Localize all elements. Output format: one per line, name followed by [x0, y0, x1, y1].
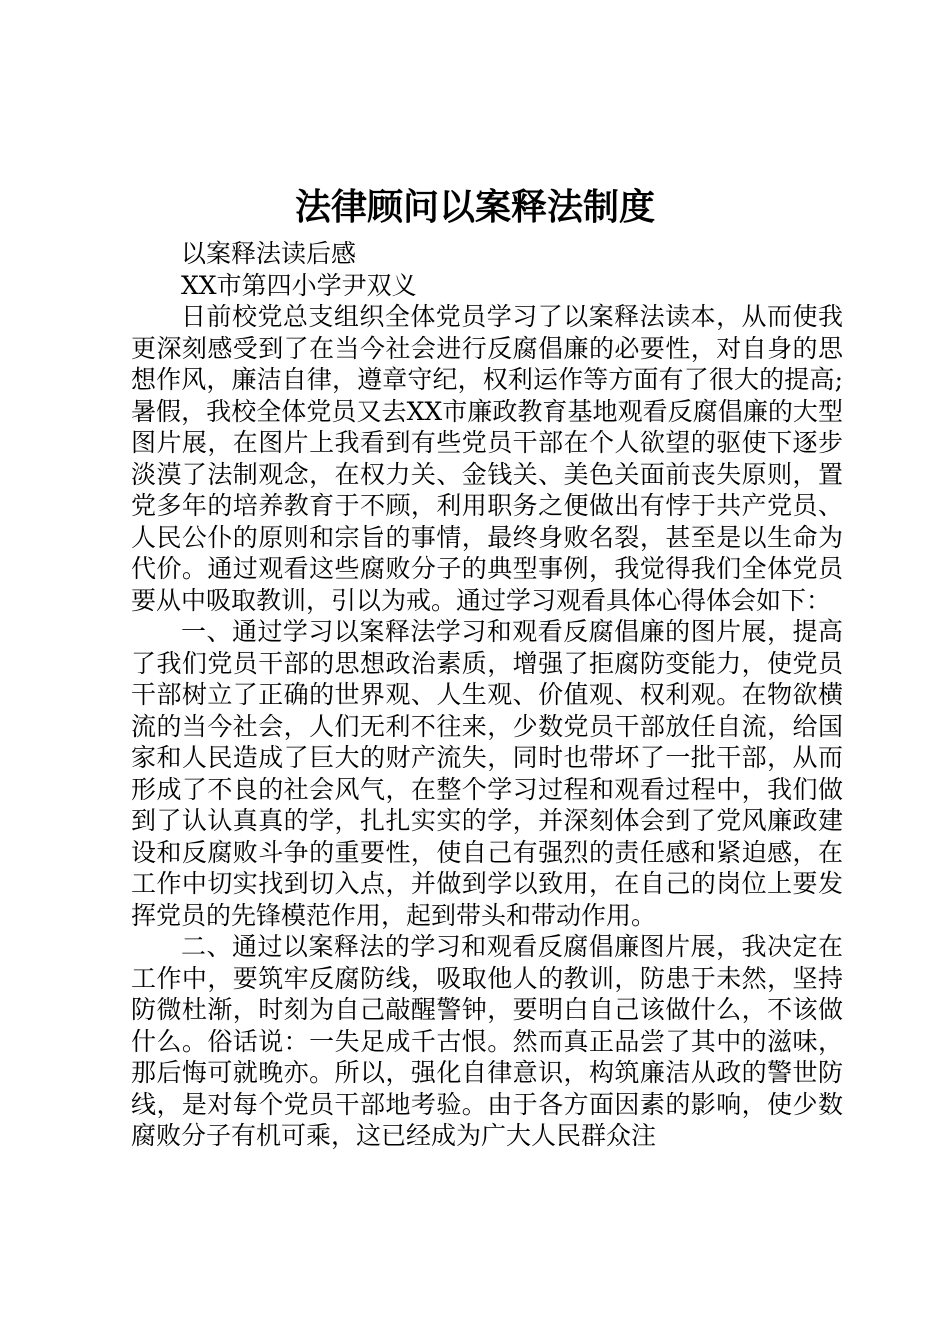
paragraph-3: 二、通过以案释法的学习和观看反腐倡廉图片展，我决定在工作中，要筑牢反腐防线，吸取他人的教训，防患于未然，坚持防微杜渐，时刻为自己敲醒警钟，要明白自己该做什么，不该做什么。俗话说：一失足成千古恨。然而真正品尝了其中的滋味，那后悔可就晚亦。所以，强化自律意识，构筑廉洁从政的警世防线，是对每个党员干部地考验。由于各方面因素的影响，使少数腐败分子有机可乘，这已经成为广大人民群众注 [131, 932, 843, 1150]
document-subtitle: 以案释法读后感 [181, 239, 357, 268]
document-title: 法律顾问以案释法制度 [294, 187, 655, 228]
author-line: XX市第四小学尹双义 [181, 270, 417, 300]
document-body [131, 238, 843, 1152]
paragraph-1: 日前校党总支组织全体党员学习了以案释法读本，从而使我更深刻感受到了在当今社会进行反腐倡廉的必要性，对自身的思想作风，廉洁自律，遵章守纪，权利运作等方面有了很大的提高;暑假，我校全体党员又去XX市廉政教育基地观看反腐倡廉的大型图片展，在图片上我看到有些党员干部在个人欲望的驱使下逐步淡漠了法制观念，在权力关、金钱关、美色关面前丧失原则，置党多年的培养教育于不顾，利用职务之便做出有悖于共产党员、人民公仆的原则和宗旨的事情，最终身败名裂，甚至是以生命为代价。通过观看这些腐败分子的典型事例，我觉得我们全体党员要从中吸取教训，引以为戒。通过学习观看具体心得体会如下： [131, 302, 843, 615]
paragraph-2: 一、通过学习以案释法学习和观看反腐倡廉的图片展，提高了我们党员干部的思想政治素质，增强了拒腐防变能力，使党员干部树立了正确的世界观、人生观、价值观、权利观。在物欲横流的当今社会，人们无利不往来，少数党员干部放任自流，给国家和人民造成了巨大的财产流失，同时也带坏了一批干部，从而形成了不良的社会风气，在整个学习过程和观看过程中，我们做到了认认真真的学，扎扎实实的学，并深刻体会到了党风廉政建设和反腐败斗争的重要性，使自己有强烈的责任感和紧迫感，在工作中切实找到切入点，并做到学以致用，在自己的岗位上要发挥党员的先锋模范作用，起到带头和带动作用。 [131, 617, 843, 930]
